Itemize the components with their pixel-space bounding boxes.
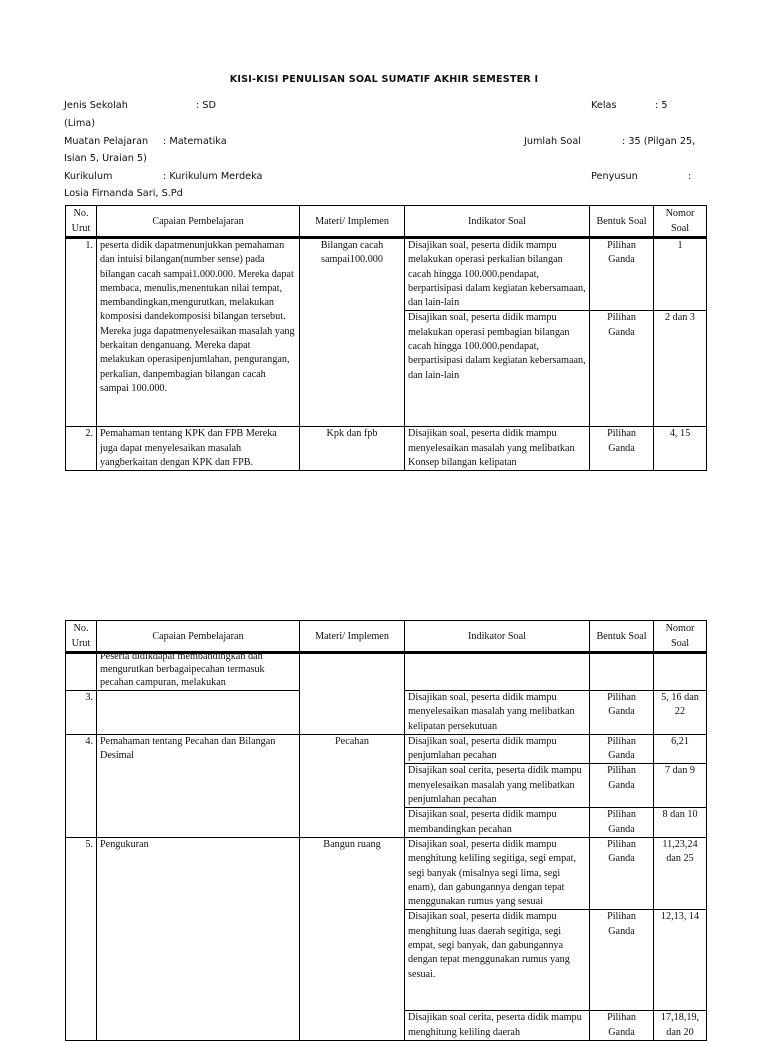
nomor-cell: 4, 15 (654, 427, 707, 471)
header-capaian: Capaian Pembelajaran (97, 621, 300, 653)
indikator-cell: Disajikan soal cerita, peserta didik mampu menyelesaikan masalah yang melibatkan penjumlahan pecahan (405, 764, 590, 808)
indikator-cell: Disajikan soal, peserta didik mampu melakukan operasi pembagian bilangan cacah hingga 100.000.pendapat, berpartisipasi dalam kegiatan kebersamaan, dan lain-lain (405, 311, 590, 427)
row-number: 2. (66, 427, 97, 471)
penyusun-name: Losia Firnanda Sari, S.Pd (64, 188, 183, 199)
indikator-cell: Disajikan soal cerita, peserta didik mampu menghitung keliling daerah (405, 1011, 590, 1041)
table-row (66, 837, 707, 909)
penyusun-value: : (688, 171, 692, 182)
header-bentuk: Bentuk Soal (590, 206, 654, 238)
jumlah-soal-label: Jumlah Soal (524, 136, 581, 147)
header-no-urut: No. Urut (66, 621, 97, 653)
indikator-cell: Disajikan soal, peserta didik mampu penjumlahan pecahan (405, 734, 590, 764)
capaian-cell: Pemahaman tentang Pecahan dan Bilangan Desimal (97, 734, 300, 837)
header-nomor: Nomor Soal (654, 206, 707, 238)
kelas-value: : 5 (655, 100, 668, 111)
bentuk-cell: Pilihan Ganda (590, 427, 654, 471)
header-materi: Materi/ Implemen (300, 206, 405, 238)
capaian-cell: Pemahaman tentang KPK dan FPB Mereka juga dapat menyelesaikan masalah yangberkaitan dengan KPK dan FPB. (97, 427, 300, 471)
jenis-sekolah-label: Jenis Sekolah (64, 100, 128, 111)
capaian-cell: Pengukuran (97, 837, 300, 1040)
bentuk-cell: Pilihan Ganda (590, 808, 654, 838)
table-row (66, 734, 707, 764)
nomor-cell: 12,13, 14 (654, 910, 707, 1011)
nomor-cell: 2 dan 3 (654, 311, 707, 427)
kurikulum-value: : Kurikulum Merdeka (163, 171, 263, 182)
row-number: 4. (66, 734, 97, 837)
muatan-pelajaran-value: : Matematika (163, 136, 227, 147)
table-row (66, 427, 707, 471)
header-capaian: Capaian Pembelajaran (97, 206, 300, 238)
kurikulum-label: Kurikulum (64, 171, 113, 182)
nomor-cell: 5, 16 dan 22 (654, 691, 707, 735)
header-indikator: Indikator Soal (405, 621, 590, 653)
kelas-label: Kelas (591, 100, 617, 111)
row-number: 1. (66, 238, 97, 427)
nomor-cell: 7 dan 9 (654, 764, 707, 808)
materi-cell: Pecahan (300, 734, 405, 837)
indikator-cell: Disajikan soal, peserta didik mampu membandingkan pecahan (405, 808, 590, 838)
header-bentuk: Bentuk Soal (590, 621, 654, 653)
bentuk-cell: Pilihan Ganda (590, 734, 654, 764)
jumlah-soal-value: : 35 (Pilgan 25, (622, 136, 696, 147)
row-number: 5. (66, 837, 97, 1040)
header-materi: Materi/ Implemen (300, 621, 405, 653)
header-nomor: Nomor Soal (654, 621, 707, 653)
kelas-continuation: (Lima) (64, 118, 96, 129)
bentuk-cell: Pilihan Ganda (590, 910, 654, 1011)
document-title: KISI-KISI PENULISAN SOAL SUMATIF AKHIR SEMESTER I (229, 74, 539, 85)
capaian-cell: peserta didik dapatmenunjukkan pemahaman dan intuisi bilangan(number sense) pada bilangan cacah sampai1.000.000. Mereka dapat membaca, menulis,menentukan nilai tempat, membandingkan,mengurutkan, melakukan komposisi dandekomposisi bilangan tersebut. Mereka juga dapatmenyelesaikan masalah yang berkaitan denganuang. Mereka dapat melakukan operasipenjumlahan, pengurangan, perkalian, danpembagian bilangan cacah sampai 100.000. (97, 238, 300, 427)
bentuk-cell: Pilihan Ganda (590, 837, 654, 909)
header-indikator: Indikator Soal (405, 206, 590, 238)
jenis-sekolah-value: : SD (196, 100, 216, 111)
muatan-pelajaran-label: Muatan Pelajaran (64, 136, 149, 147)
nomor-cell: 8 dan 10 (654, 808, 707, 838)
penyusun-label: Penyusun (591, 171, 638, 182)
materi-cell: Bangun ruang (300, 837, 405, 1040)
nomor-cell: 1 (654, 238, 707, 311)
jumlah-soal-continuation: Isian 5, Uraian 5) (64, 153, 147, 164)
bentuk-cell: Pilihan Ganda (590, 1011, 654, 1041)
capaian-cell: Peserta didikdapat membandingkan dan mengurutkan berbagaipecahan termasuk pecahan campuran, melakukan (97, 653, 300, 691)
nomor-cell: 11,23,24 dan 25 (654, 837, 707, 909)
materi-cell: Kpk dan fpb (300, 427, 405, 471)
table-row (66, 653, 707, 691)
header-no-urut: No. Urut (66, 206, 97, 238)
row-number: 3. (66, 691, 97, 735)
bentuk-cell: Pilihan Ganda (590, 238, 654, 311)
indikator-cell: Disajikan soal, peserta didik mampu menyelesaikan masalah yang melibatkan kelipatan persekutuan (405, 691, 590, 735)
kisi-table-page2 (65, 620, 707, 1041)
kisi-table-page1 (65, 205, 707, 471)
indikator-cell: Disajikan soal, peserta didik mampu menyelesaikan masalah yang melibatkan Konsep bilangan kelipatan (405, 427, 590, 471)
nomor-cell: 17,18,19, dan 20 (654, 1011, 707, 1041)
materi-cell: Bilangan cacah sampai100.000 (300, 238, 405, 427)
bentuk-cell: Pilihan Ganda (590, 691, 654, 735)
bentuk-cell: Pilihan Ganda (590, 764, 654, 808)
bentuk-cell: Pilihan Ganda (590, 311, 654, 427)
indikator-cell: Disajikan soal, peserta didik mampu melakukan operasi perkalian bilangan cacah hingga 100.000.pendapat, berpartisipasi dalam kegiatan kebersamaan, dan lain-lain (405, 238, 590, 311)
indikator-cell: Disajikan soal, peserta didik mampu menghitung luas daerah segitiga, segi empat, segi banyak, dan gabungannya dengan tepat menggunakan rumus yang sesuai. (405, 910, 590, 1011)
nomor-cell: 6,21 (654, 734, 707, 764)
indikator-cell: Disajikan soal, peserta didik mampu menghitung keliling segitiga, segi empat, segi banyak (misalnya segi lima, segi enam), dan gabungannya dengan tepat menggunakan rumus yang sesuai (405, 837, 590, 909)
table-row (66, 238, 707, 311)
